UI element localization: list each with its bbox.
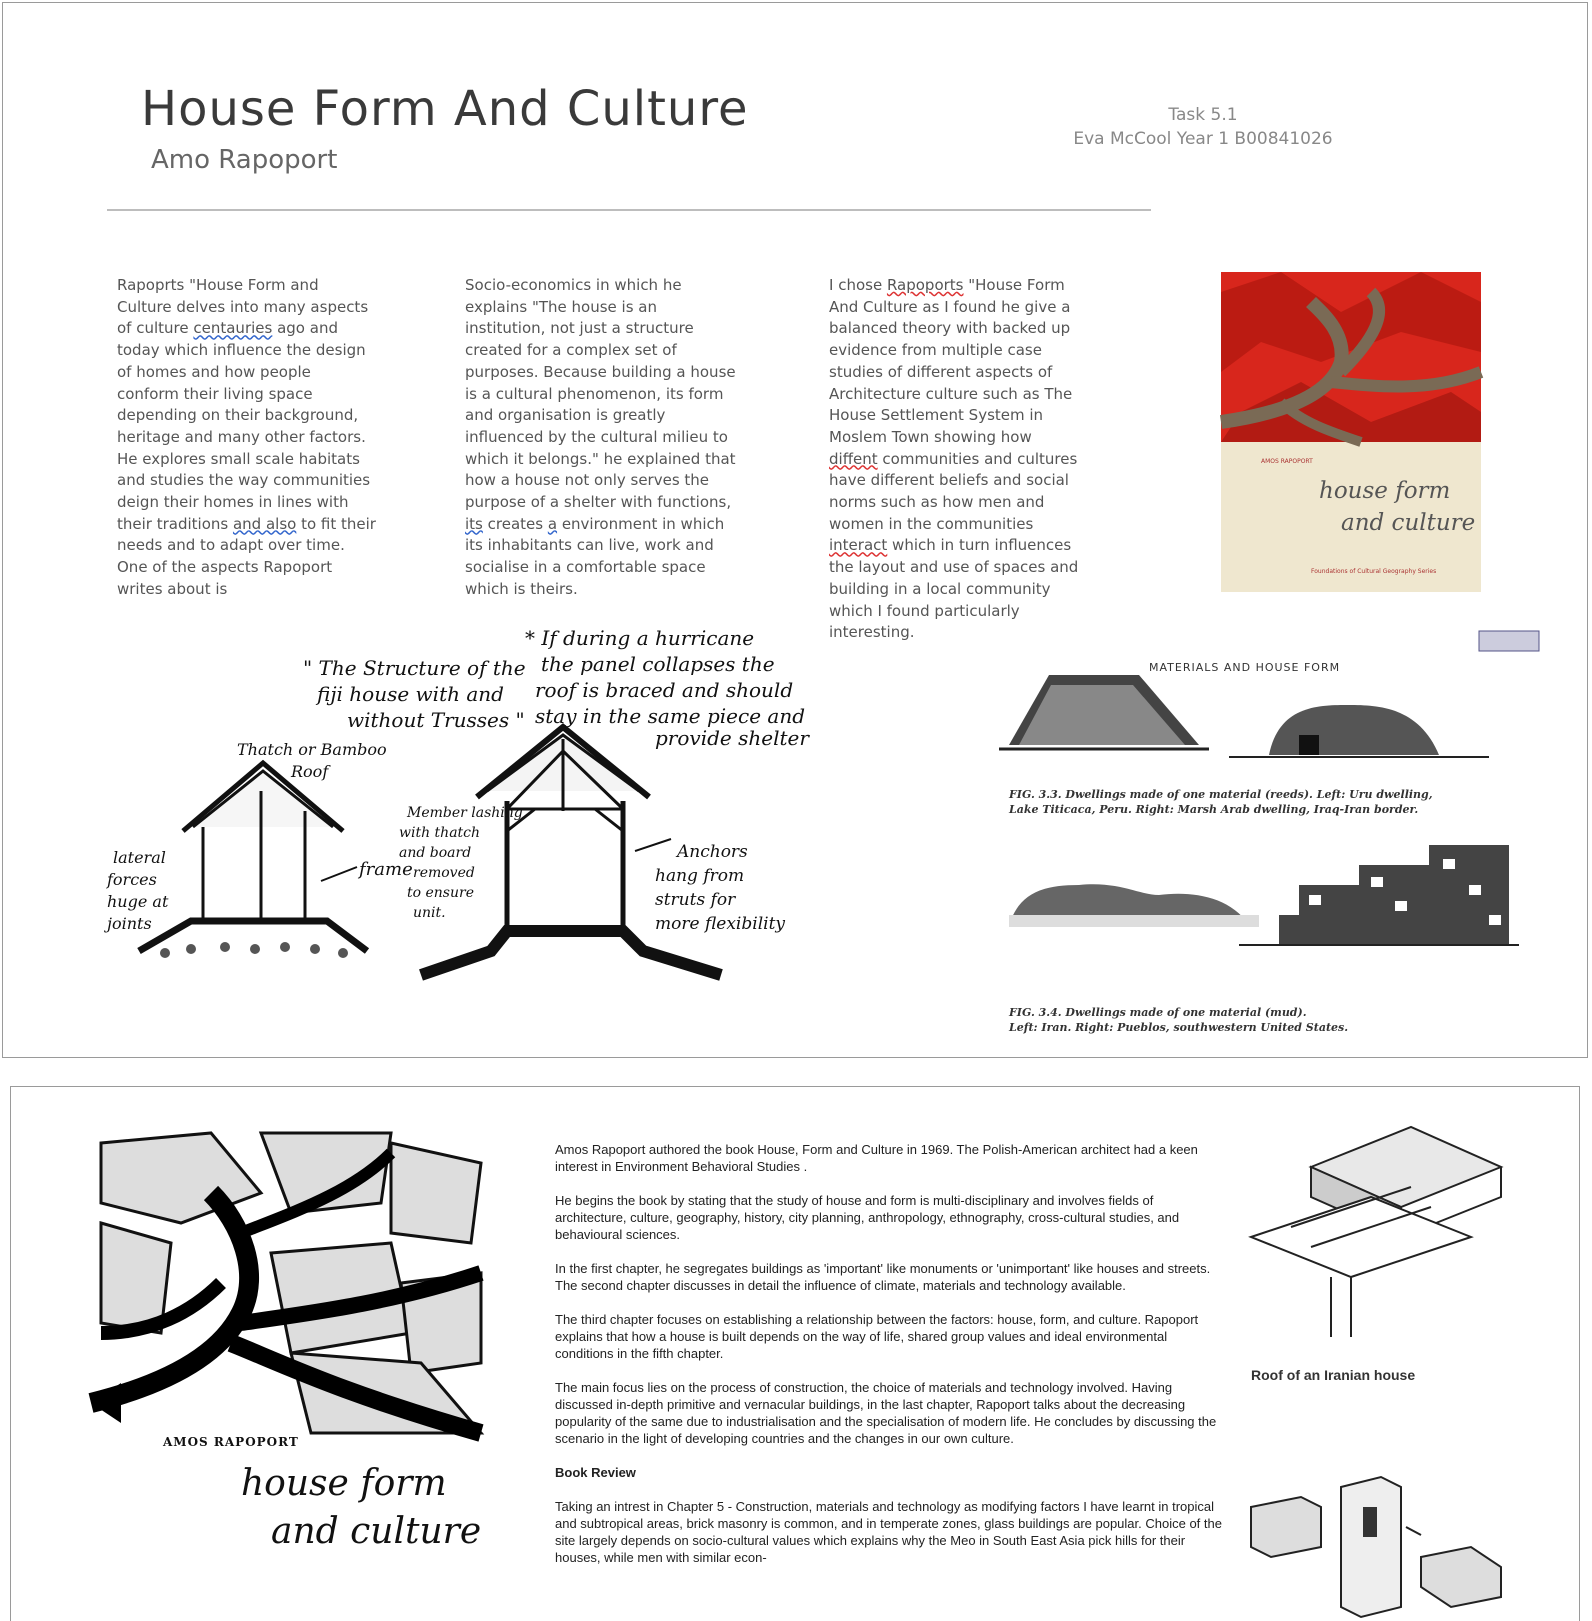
anchor-label-line2: hang from [655, 866, 745, 886]
spelling-flag: centauries [193, 319, 273, 338]
page-icons [1479, 631, 1539, 651]
lateral-label-line1: lateral [113, 848, 166, 867]
book-cover-red [1221, 272, 1481, 592]
cover-series-small: Foundations of Cultural Geography Series [1311, 568, 1437, 575]
lateral-label-line4: joints [107, 914, 152, 933]
cover-bw-artwork [91, 1133, 491, 1433]
text-column-1: Rapoprts "House Form and Culture delves into many aspects of culture centauries ago and today which influence the design of homes and how people conform their living space depending on their background, heritage and many other factors. He explores small scale habitats and studies the way communities deign their homes in lines with their traditions and also to fit their needs and to adapt over time. One of the aspects Rapoport writes about is [117, 276, 376, 598]
book-cover-bw [91, 1133, 491, 1621]
review-heading: Book Review [555, 1465, 636, 1480]
sketch-note-1-line3: without Trusses " [347, 708, 525, 732]
text-column-2: Socio-economics in which he explains "The house is an institution, not just a structure created for a complex set of purposes. Because building a house is a cultural phenomenon, its form and organisation is greatly influenced by the cultural milieu to which it belongs." he explained that how a house not only serves the purpose of a shelter with functions, its creates a environment in which its inhabitants can live, work and socialise in a comfortable space which is theirs. [465, 276, 736, 598]
cover-artwork [1221, 272, 1481, 442]
sketch-note-2-line3: roof is braced and should [535, 678, 794, 702]
house-sketch-drawing [95, 626, 809, 1057]
roof-label-line1: Thatch or Bamboo [237, 740, 387, 759]
student-info: Eva McCool Year 1 B00841026 [1073, 129, 1333, 149]
bracing-label-line3: and board [399, 845, 472, 861]
spelling-flag: diffent [829, 449, 878, 468]
grammar-flag: its [465, 514, 483, 533]
page-subtitle: Amo Rapoport [151, 145, 338, 175]
lateral-label-line2: forces [107, 870, 157, 889]
roof-section-drawing [1251, 1107, 1511, 1347]
sketch-note-1-line2: fiji house with and [317, 682, 504, 706]
bracing-label-line1: Member lashing [407, 805, 523, 821]
text-column-3: I chose Rapoports "House Form And Culture as I found he give a balanced theory with backed up evidence from multiple case studies of different aspects of Architecture culture such as The House Settlement System in Moslem Town showing how diffent communities and cultures have different beliefs and social norms such as how men and women in the communities interact which in turn influences the layout and use of spaces and building in a local community which I found particularly interesting. [829, 276, 1079, 642]
figure-caption-2: FIG. 3.4. Dwellings made of one material (mud). Left: Iran. Right: Pueblos, southwestern United States. [1009, 1006, 1349, 1034]
scan-heading: MATERIALS AND HOUSE FORM [1149, 661, 1341, 674]
summary-paragraph: Amos Rapoport authored the book House, Form and Culture in 1969. The Polish-American architect had a keen interest in Environment Behavioral Studies . [555, 1142, 1198, 1174]
summary-paragraph: The third chapter focuses on establishing a relationship between the factors: house, form, and culture. Rapoport explains that how a house is built depends on the way of life, shared group values and ideal environmental conditions in the fifth chapter. [555, 1312, 1199, 1361]
cover-title-line2: and culture [271, 1511, 482, 1552]
summary-paragraph: He begins the book by stating that the study of house and form is multi-disciplinary and involves fields of architecture, culture, geography, history, city planning, anthropology, ethnography, cross-cultural studies, and behavioural sciences. [555, 1193, 1180, 1242]
header-divider [107, 209, 1151, 211]
dwelling-drawings [999, 645, 1559, 1055]
sketch-note-1-line1: " The Structure of the [303, 656, 526, 680]
figure-caption-1: FIG. 3.3. Dwellings made of one material (reeds). Left: Uru dwelling, Lake Titicaca, Peru. Right: Marsh Arab dwelling, Iraq-Iran border. [1009, 788, 1433, 816]
task-info [1033, 103, 1373, 151]
sketch-note-2-line4: stay in the same piece and [535, 704, 806, 728]
spelling-flag: interact [829, 536, 888, 555]
sketch-note-2-line1: * If during a hurricane [525, 626, 755, 650]
anchor-label-line1: Anchors [677, 842, 748, 862]
page-title: House Form And Culture [141, 81, 749, 137]
book-summary [555, 1141, 1225, 1583]
bracing-label-line6: unit. [413, 905, 446, 921]
cover-tree-graphic [1221, 272, 1481, 442]
review-paragraph: Taking an intrest in Chapter 5 - Construction, materials and technology as modifying factors I have learnt in tropical and subtropical areas, brick masonry is common, and in temperate zones, glass buildings are popular. Choice of the site largely depends on socio-cultural values which explains why the Meo in South East Asia pick hills for their houses, while men with similar econ- [555, 1499, 1222, 1565]
grammar-flag: a [547, 514, 558, 533]
frame-label: frame [359, 859, 413, 880]
slide-panel-1 [2, 2, 1588, 1058]
sketch-note-2-line5: provide shelter [655, 726, 809, 750]
anchor-label-line3: struts for [655, 890, 736, 910]
slide-panel-2 [10, 1086, 1580, 1621]
cover-author-small: AMOS RAPOPORT [1261, 458, 1313, 465]
task-number: Task 5.1 [1168, 105, 1238, 125]
bracing-label-line5: to ensure [407, 885, 474, 901]
summary-paragraph: The main focus lies on the process of construction, the choice of materials and technology involved. Having discussed in-depth primitive and vernacular buildings, in the last chapter, Rapoport talks about the decreasing popularity of the same due to industrialisation and the specialisation of modern life. He concludes by discussing the scenario in the light of developing countries and the changes in our own culture. [555, 1380, 1217, 1446]
bracing-label-line4: removed [413, 865, 475, 881]
scanned-illustrations [999, 645, 1559, 1055]
cover-title-line1: house form [241, 1463, 447, 1504]
summary-paragraph: In the first chapter, he segregates buildings as 'important' like monuments or 'unimportant' like houses and streets. The second chapter discusses in detail the influence of climate, materials and technology available. [555, 1261, 1211, 1293]
cover-title-line1: house form [1319, 478, 1451, 504]
sketch-note-2-line2: the panel collapses the [541, 652, 775, 676]
roof-label-line2: Roof [291, 762, 329, 781]
anchor-label-line4: more flexibility [655, 914, 785, 934]
spelling-flag: Rapoports [886, 276, 964, 294]
lateral-label-line3: huge at [107, 892, 169, 911]
cover-author: AMOS RAPOPORT [163, 1435, 299, 1449]
grammar-flag: and also [232, 514, 297, 533]
cover-title-line2: and culture [1341, 510, 1476, 536]
hand-sketch [95, 626, 809, 1057]
roof-caption: Roof of an Iranian house [1251, 1367, 1416, 1383]
joinery-drawing [1251, 1467, 1511, 1617]
bracing-label-line2: with thatch [399, 825, 481, 841]
